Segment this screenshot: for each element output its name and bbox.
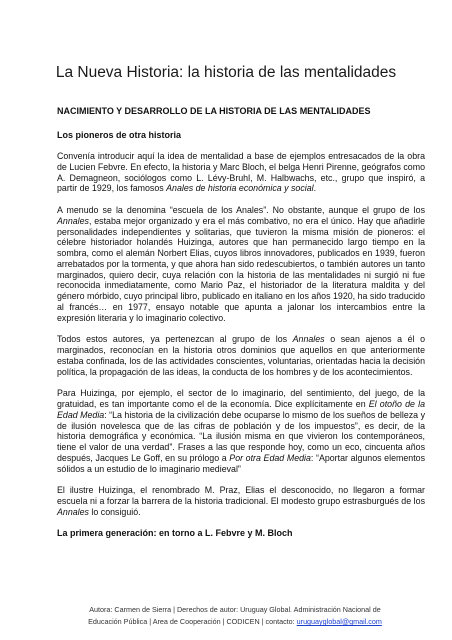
- paragraph-4-text-c: : “Aportar algunos elementos sólidos a un estudio de lo imaginario medieval”: [57, 452, 425, 474]
- footer-line-2: [40, 616, 430, 628]
- paragraph-1-emphasis: Anales de historia económica y social: [166, 183, 314, 194]
- paragraph-1: [57, 151, 425, 194]
- paragraph-3-text-a: Todos estos autores, ya pertenezcan al grupo de los: [57, 334, 293, 345]
- paragraph-1-text-a: Convenía introducir aquí la idea de mentalidad a base de ejemplos entresacados de la obra de Lucien Febvre. En efecto, la historia y Marc Bloch, el belga Henri Pirenne, geógrafos como A. Demagneon, sociólogos como L. Lévy-Bruhl, M. Halbwachs, etc., grupo que inspiró, a partir de 1929, los famosos: [57, 151, 425, 194]
- paragraph-1-text-b: .: [313, 183, 317, 194]
- footer-contact-prefix: Educación Pública | Area de Cooperación | CODICEN | contacto:: [88, 617, 297, 626]
- paragraph-5: [57, 485, 425, 517]
- paragraph-2: [57, 205, 425, 323]
- section-heading: NACIMIENTO Y DESARROLLO DE LA HISTORIA DE LAS MENTALIDADES: [57, 106, 371, 116]
- paragraph-3: [57, 334, 425, 377]
- footer-line-1: Autora: Carmen de Sierra | Derechos de autor: Uruguay Global. Administración Nacional de: [89, 605, 381, 614]
- paragraph-3-emphasis: Annales: [292, 334, 325, 345]
- contact-email-link[interactable]: uruguayglobal@gmail.com: [296, 617, 382, 626]
- subheading-pioneros: Los pioneros de otra historia: [57, 130, 182, 140]
- paragraph-4-text-a: Para Huizinga, por ejemplo, el sector de lo imaginario, del sentimiento, del juego, de la gratuidad, es tan importante como el de la economía. Dice explícitamente en: [57, 388, 425, 409]
- paragraph-2-text-b: , estaba mejor organizado y era el más combativo, no era el único. Hay que añadirle personalidades independientes y solitarias, que tuvieron la misma misión de pioneros: el célebre historiador holandés Huizinga, autores que han permanecido largo tiempo en la sombra, como el alemán Norbert Elias, cuyos libros innovadores, publicados en 1939, fueron arrebatados por la tormenta, y que ahora han sido redescubiertos, o también autores un tanto marginados, quiero decir, cuya relación con la historia de las mentalidades ni surgió ni fue reconocida inmediatamente, como Mario Paz, el historiador de la literatura maldita y del género mórbido, cuyo principal libro, publicado en italiano en los años 1920, ha sido traducido al francés… en 1977, ensayo notable que apunta a jalonar los intercambios entre la expresión literaria y lo imaginario colectivo.: [57, 215, 425, 323]
- subheading-primera-generacion: La primera generación: en torno a L. Febvre y M. Bloch: [57, 527, 293, 538]
- paragraph-4-emphasis-1: El otoño de la Edad Media: [57, 399, 425, 420]
- paragraph-4-text-b: : “La historia de la civilización debe ocuparse lo mismo de los sueños de belleza y de ilusión novelesca que de las cifras de población y de los impuestos”, es decir, de la historia demográfica y económica. “La ilusión misma en que vivieron los contemporáneos, tiene el valor de una verdad”. Frases a las que responde hoy, como un eco, cincuenta años después, Jacques Le Goff, en su prólogo a: [57, 409, 425, 463]
- paragraph-2-text-a: A menudo se la denomina “escuela de los Anales”. No obstante, aunque el grupo de los: [57, 205, 425, 215]
- paragraph-4: [57, 388, 425, 474]
- paragraph-5-text-b: lo consiguió.: [88, 506, 141, 517]
- paragraph-5-emphasis: Annales: [57, 506, 89, 517]
- paragraph-4-emphasis-2: Por otra Edad Media: [229, 452, 311, 463]
- document-body: [57, 106, 425, 549]
- paragraph-5-text-a: El ilustre Huizinga, el renombrado M. Praz, Elias el desconocido, no llegaron a formar escuela ni a forzar la barrera de la historia tradicional. El modesto grupo estrasburgués de los: [57, 485, 425, 506]
- page-title: La Nueva Historia: la historia de las mentalidades: [55, 64, 397, 81]
- page-footer: [40, 604, 430, 628]
- paragraph-3-text-b: o sean ajenos a él o marginados, reconocían en la historia otros dominios que aquellos en que anteriormente estaba confinada, los de las actividades conscientes, voluntarias, orientadas hacia la decisión política, la propagación de las ideas, la conducta de los hombres y de los acontecimientos.: [57, 334, 426, 377]
- paragraph-2-emphasis: Annales: [57, 215, 89, 226]
